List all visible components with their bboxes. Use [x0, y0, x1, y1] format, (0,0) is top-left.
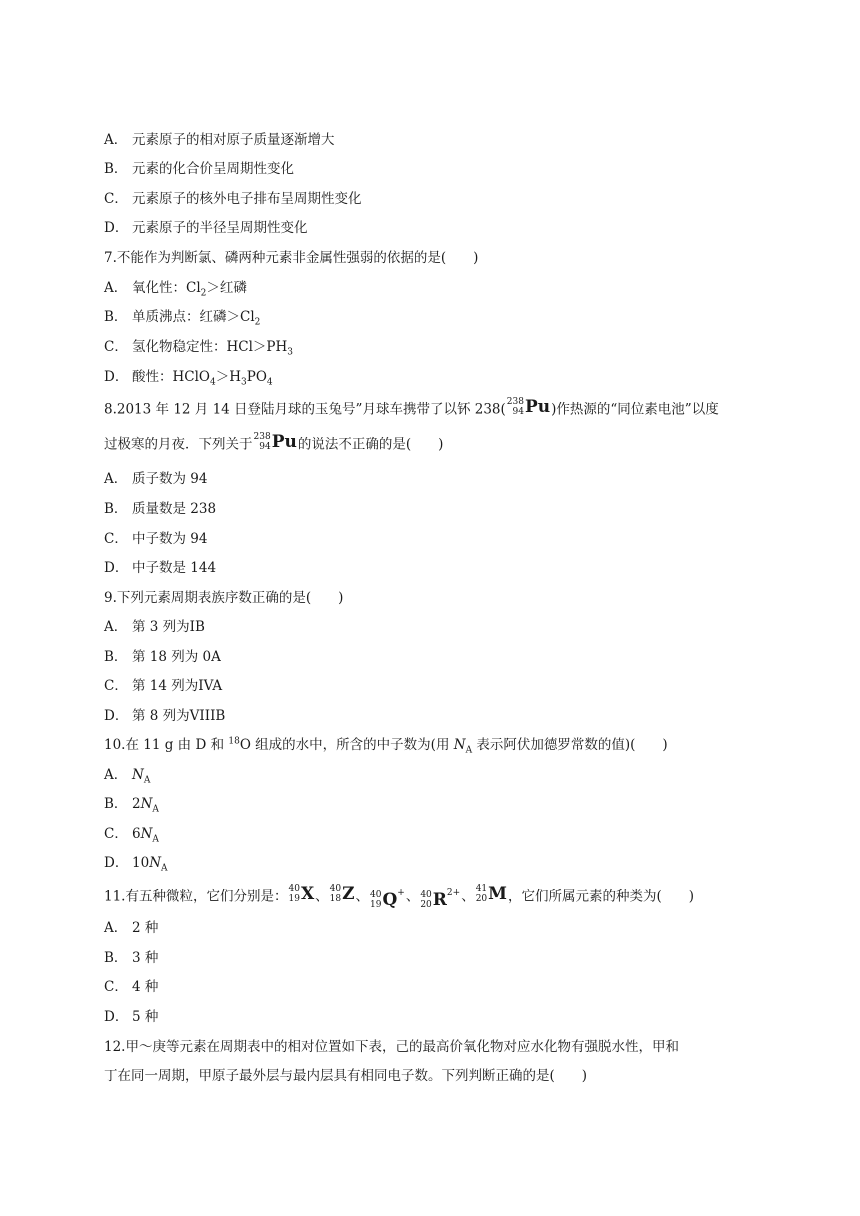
q6-option-d: D． 元素原子的半径呈周期性变化 [104, 220, 308, 236]
nuclide-z: 40 18Z [329, 884, 355, 904]
q8-option-a: A． 质子数为 94 [104, 471, 208, 487]
q6-option-b: B． 元素的化合价呈周期性变化 [104, 161, 294, 177]
q7-option-b: B． 单质沸点：红磷$>Cl_2$ [104, 309, 261, 328]
q11-option-d: D． 5 种 [104, 1009, 159, 1025]
q9-option-d: D． 第 8 列为VIIIB [104, 708, 226, 724]
q7-stem: 7.不能作为判断氯、磷两种元素非金属性强弱的依据的是( ) [104, 250, 479, 266]
q12-stem-line-1: 12.甲～庚等元素在周期表中的相对位置如下表，己的最高价氧化物对应水化物有强脱水性，甲和 [104, 1039, 679, 1055]
q11-option-b: B． 3 种 [104, 950, 159, 966]
q7-option-d: D． 酸性：$HClO_4>H_3PO_4$ [104, 369, 273, 388]
q12-stem-line-2: 丁在同一周期，甲原子最外层与最内层具有相同电子数。下列判断正确的是( ) [104, 1068, 588, 1084]
q11-option-c: C． 4 种 [104, 979, 159, 995]
nuclide-x: 40 19X [288, 884, 315, 904]
q10-option-a: A． $N_A$ [104, 767, 151, 786]
q6-option-c: C． 元素原子的核外电子排布呈周期性变化 [104, 191, 362, 207]
q9-option-b: B． 第 18 列为 0A [104, 649, 221, 665]
q8-option-c: C． 中子数为 94 [104, 531, 208, 547]
pu238-nuclide: 238 94Pu [253, 432, 297, 452]
q10-option-b: B． $2N_A$ [104, 796, 159, 815]
q10-option-c: C． $6N_A$ [104, 826, 159, 845]
nuclide-m: 41 20M [475, 884, 507, 904]
nuclide-q-ion: 40 19Q+ [370, 888, 405, 910]
pu238-nuclide: 238 94Pu [506, 397, 551, 417]
q11-option-a: A． 2 种 [104, 920, 159, 936]
q11-stem: 11.有五种微粒，它们分别是：40 19X、40 18Z、40 19Q+、40 $20R^{2+}$、41 20M，它们所属元素的种类为( ) [104, 884, 695, 910]
q8-stem-line-2: 过极寒的月夜．下列关于238 94Pu的说法不正确的是( ) [104, 432, 764, 458]
q9-option-c: C． 第 14 列为IVA [104, 678, 223, 694]
q10-option-d: D． $10N_A$ [104, 855, 168, 874]
q9-option-a: A． 第 3 列为IB [104, 619, 205, 635]
q8-option-d: D． 中子数是 144 [104, 560, 217, 576]
nuclide-r-ion: 40 $20R^{2+}$ [420, 888, 461, 910]
q10-stem: 10.在 11 g 由 D 和 $^{18}$O 组成的水中，所含的中子数为(用 $N_A$ 表示阿伏加德罗常数的值)( ) [104, 736, 668, 756]
q6-option-a: A． 元素原子的相对原子质量逐渐增大 [104, 132, 335, 148]
q7-option-a: A． 氧化性：$Cl_2>$红磷 [104, 280, 247, 299]
q8-stem-line-1: 8.2013 年 12 月 14 日登陆月球的玉兔号”月球车携带了以钚 238(238 94Pu)作热源的“同位素电池”以度 [104, 397, 764, 423]
q8-option-b: B． 质量数是 238 [104, 501, 217, 517]
q9-stem: 9.下列元素周期表族序数正确的是( ) [104, 590, 344, 606]
q7-option-c: C． 氢化物稳定性：$HCl>PH_3$ [104, 339, 294, 358]
